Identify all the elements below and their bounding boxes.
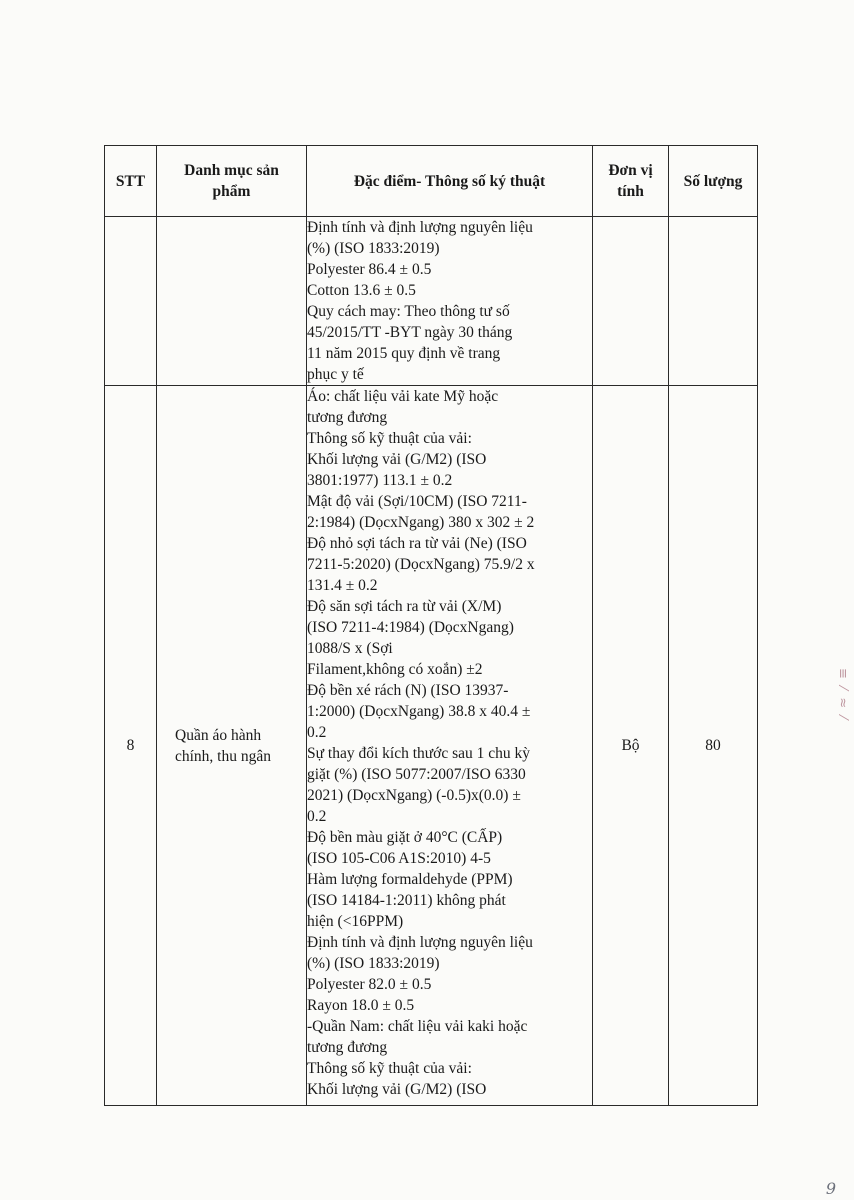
spec-line: Mật độ vải (Sợi/10CM) (ISO 7211- — [307, 493, 527, 510]
spec-line: 45/2015/TT -BYT ngày 30 tháng — [307, 324, 513, 341]
cell-stt — [105, 217, 157, 386]
cell-product: Quần áo hành chính, thu ngân — [157, 386, 307, 1106]
table-row-8 — [105, 386, 758, 1106]
spec-line: Độ săn sợi tách ra từ vải (X/M) — [307, 598, 502, 615]
table-row-continued — [105, 217, 758, 386]
header-stt: STT — [105, 146, 157, 217]
spec-table — [104, 145, 758, 1106]
spec-line: Polyester 82.0 ± 0.5 — [307, 976, 432, 993]
page-number: 9 — [825, 1179, 836, 1198]
header-specs: Đặc điểm- Thông số ký thuật — [307, 146, 593, 217]
spec-line: giặt (%) (ISO 5077:2007/ISO 6330 — [307, 766, 526, 783]
spec-line: (ISO 14184-1:2011) không phát — [307, 892, 506, 909]
header-row — [105, 146, 758, 217]
spec-line: 2021) (DọcxNgang) (-0.5)x(0.0) ± — [307, 787, 521, 804]
spec-line: Khối lượng vải (G/M2) (ISO — [307, 451, 487, 468]
spec-line: Sự thay đổi kích thước sau 1 chu kỳ — [307, 745, 531, 762]
spec-line: hiện (<16PPM) — [307, 913, 404, 930]
spec-line: Thông số kỹ thuật của vải: — [307, 1060, 472, 1077]
spec-line: 1088/S x (Sợi — [307, 640, 393, 657]
spec-line: Cotton 13.6 ± 0.5 — [307, 282, 416, 299]
spec-line: Polyester 86.4 ± 0.5 — [307, 261, 432, 278]
spec-line: (ISO 7211-4:1984) (DọcxNgang) — [307, 619, 514, 636]
spec-line: 7211-5:2020) (DọcxNgang) 75.9/2 x — [307, 556, 535, 573]
spec-line: Độ nhỏ sợi tách ra từ vải (Ne) (ISO — [307, 535, 527, 552]
header-quantity: Số lượng — [669, 146, 758, 217]
spec-line: tương đương — [307, 409, 388, 426]
spec-line: Rayon 18.0 ± 0.5 — [307, 997, 415, 1014]
spec-line: Độ bền xé rách (N) (ISO 13937- — [307, 682, 509, 699]
spec-line: -Quần Nam: chất liệu vải kaki hoặc — [307, 1018, 528, 1035]
spec-line: 131.4 ± 0.2 — [307, 577, 378, 594]
cell-product — [157, 217, 307, 386]
cell-unit — [593, 217, 669, 386]
spec-line: Hàm lượng formaldehyde (PPM) — [307, 871, 513, 888]
cell-quantity — [669, 217, 758, 386]
spec-line: 3801:1977) 113.1 ± 0.2 — [307, 472, 453, 489]
spec-line: 1:2000) (DọcxNgang) 38.8 x 40.4 ± — [307, 703, 531, 720]
cell-specs — [307, 217, 593, 386]
spec-line: (ISO 105-C06 A1S:2010) 4-5 — [307, 850, 491, 867]
spec-line: Khối lượng vải (G/M2) (ISO — [307, 1081, 487, 1098]
spec-line: 11 năm 2015 quy định về trang — [307, 345, 501, 362]
spec-line: 2:1984) (DọcxNgang) 380 x 302 ± 2 — [307, 514, 535, 531]
cell-stt: 8 — [105, 386, 157, 1106]
spec-line: (%) (ISO 1833:2019) — [307, 955, 440, 972]
spec-line: Quy cách may: Theo thông tư số — [307, 303, 510, 320]
spec-line: tương đương — [307, 1039, 388, 1056]
cell-specs — [307, 386, 593, 1106]
header-unit: Đơn vị tính — [593, 146, 669, 217]
spec-line: phục y tế — [307, 366, 364, 383]
cell-quantity: 80 — [669, 386, 758, 1106]
spec-line: Định tính và định lượng nguyên liệu — [307, 934, 533, 951]
spec-line: 0.2 — [307, 724, 327, 741]
spec-line: Thông số kỹ thuật của vải: — [307, 430, 472, 447]
spec-line: Định tính và định lượng nguyên liệu — [307, 219, 533, 236]
spec-line: (%) (ISO 1833:2019) — [307, 240, 440, 257]
spec-line: Độ bền màu giặt ở 40°C (CẤP) — [307, 829, 503, 846]
spec-line: 0.2 — [307, 808, 327, 825]
spec-line: Filament,không có xoắn) ±2 — [307, 661, 483, 678]
margin-handwritten-mark: ≡ ⁄ ≈ ⁄ — [835, 668, 850, 721]
cell-unit: Bộ — [593, 386, 669, 1106]
spec-line: Áo: chất liệu vải kate Mỹ hoặc — [307, 388, 499, 405]
header-product: Danh mục sản phẩm — [157, 146, 307, 217]
